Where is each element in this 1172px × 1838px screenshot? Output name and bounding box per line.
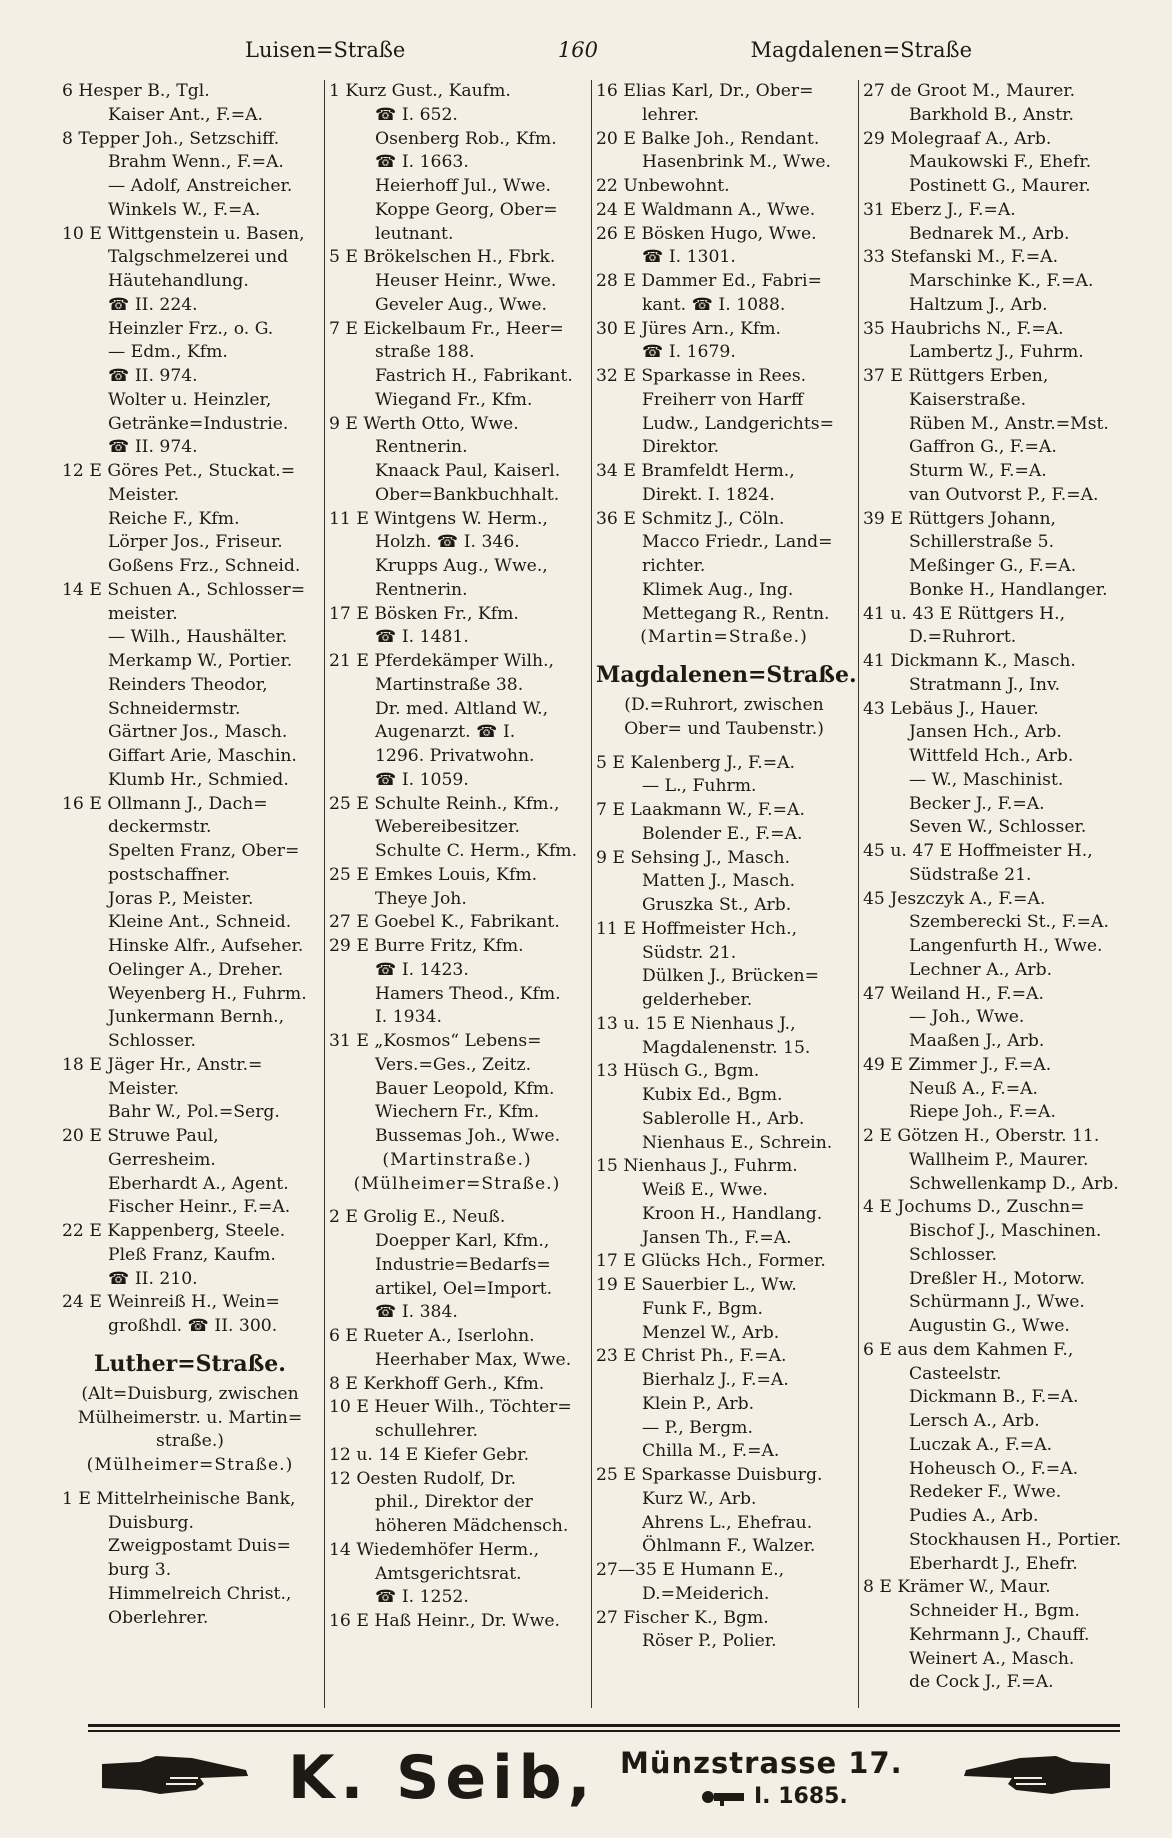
advertiser-address: Münzstrasse 17. (620, 1746, 903, 1780)
directory-entry-line: 21 E Pferdekämper Wilh., (329, 651, 554, 671)
directory-entry-line: Bauer Leopold, Kfm. (375, 1078, 555, 1099)
directory-entry-line: Theye Joh. (375, 888, 467, 909)
directory-entry-line: Bahr W., Pol.=Serg. (108, 1102, 280, 1123)
directory-entry-line: Matten J., Masch. (642, 871, 796, 892)
directory-entry-line: Stockhausen H., Portier. (909, 1529, 1122, 1550)
directory-entry-line: Bonke H., Handlanger. (909, 579, 1108, 600)
directory-entry-line: Luczak A., F.=A. (909, 1434, 1053, 1455)
directory-entry-line: — L., Fuhrm. (642, 776, 757, 797)
directory-entry-line: großhdl. ☎ II. 300. (108, 1316, 278, 1336)
directory-entry-line: leutnant. (375, 223, 454, 244)
directory-entry-line: ☎ II. 974. (108, 366, 198, 386)
directory-entry-line: Rüben M., Anstr.=Mst. (909, 413, 1109, 434)
directory-entry-line: gelderheber. (642, 990, 753, 1010)
directory-entry-line: Vers.=Ges., Zeitz. (375, 1054, 532, 1075)
directory-entry-line: Szemberecki St., F.=A. (909, 912, 1109, 933)
directory-entry-line: Heuser Heinr., Wwe. (375, 271, 557, 291)
directory-entry-line: 25 E Sparkasse Duisburg. (596, 1465, 823, 1485)
directory-entry-line: (Martin=Straße.) (640, 627, 808, 648)
column-1 (58, 80, 325, 1708)
directory-entry-line: Oberlehrer. (108, 1607, 209, 1628)
directory-entry-line: 16 Elias Karl, Dr., Ober= (596, 81, 814, 101)
directory-entry-line: kant. ☎ I. 1088. (642, 294, 786, 315)
street-heading: Magdalenen=Straße. (596, 662, 857, 688)
directory-entry-line: Schlosser. (909, 1244, 997, 1265)
directory-entry-line: Freiherr von Harff (642, 389, 804, 410)
directory-entry-line: Riepe Joh., F.=A. (909, 1102, 1056, 1123)
directory-entry-line: Ahrens L., Ehefrau. (642, 1512, 813, 1533)
directory-entry-line: 36 E Schmitz J., Cöln. (596, 508, 785, 529)
directory-entry-line: Gerresheim. (108, 1149, 216, 1170)
directory-entry-line: Schneider H., Bgm. (909, 1601, 1080, 1621)
directory-entry-line: 31 E „Kosmos“ Lebens= (329, 1031, 542, 1051)
directory-entry-line: Zweigpostamt Duis= (108, 1536, 291, 1557)
directory-entry-line: 13 u. 15 E Nienhaus J., (596, 1013, 796, 1034)
directory-entry-line: 27 E Goebel K., Fabrikant. (329, 912, 560, 933)
directory-entry-line: Schürmann J., Wwe. (909, 1292, 1085, 1313)
directory-entry-line: 5 E Kalenberg J., F.=A. (596, 752, 796, 773)
directory-entry-line: Winkels W., F.=A. (108, 199, 261, 220)
directory-entry-line: Kehrmann J., Chauff. (909, 1624, 1090, 1645)
directory-entry-line: Haltzum J., Arb. (909, 294, 1048, 315)
directory-entry-line: Meßinger G., F.=A. (909, 556, 1077, 576)
directory-entry-line: Barkhold B., Anstr. (909, 104, 1074, 125)
directory-entry-line: Meister. (108, 484, 179, 505)
directory-entry-line: Rentnerin. (375, 437, 468, 458)
directory-entry-line: 24 E Waldmann A., Wwe. (596, 199, 816, 220)
directory-entry-line: — Adolf, Anstreicher. (108, 176, 293, 196)
directory-entry-line: Augenarzt. ☎ I. (375, 722, 516, 743)
directory-entry-line: ☎ II. 974. (108, 437, 198, 458)
directory-entry-line: 39 E Rüttgers Johann, (863, 508, 1056, 529)
directory-entry-line: 23 E Christ Ph., F.=A. (596, 1346, 787, 1367)
directory-entry-line: Lambertz J., Fuhrm. (909, 342, 1084, 363)
directory-entry-line: Fischer Heinr., F.=A. (108, 1197, 291, 1218)
directory-entry-line: D.=Ruhrort. (909, 627, 1017, 648)
directory-entry-line: Heinzler Frz., o. G. (108, 318, 274, 339)
directory-entry-line: Schlosser. (108, 1031, 196, 1051)
directory-entry-line: Junkermann Bernh., (108, 1007, 285, 1028)
directory-entry-line: 31 Eberz J., F.=A. (863, 199, 1016, 220)
directory-entry-line: Stratmann J., Inv. (909, 674, 1061, 695)
directory-entry-line: Ludw., Landgerichts= (642, 413, 834, 434)
directory-entry-line: Duisburg. (108, 1512, 194, 1533)
directory-entry-line: Maukowski F., Ehefr. (909, 152, 1092, 173)
directory-entry-line: 6 E Rueter A., Iserlohn. (329, 1326, 535, 1346)
directory-entry-line: burg 3. (108, 1560, 172, 1580)
directory-entry-line: 7 E Eickelbaum Fr., Heer= (329, 318, 564, 339)
directory-entry-line: 27—35 E Humann E., (596, 1560, 785, 1580)
directory-entry-line: Giffart Arie, Maschin. (108, 746, 297, 766)
directory-entry-line: Holzh. ☎ I. 346. (375, 532, 520, 553)
directory-entry-line: Schulte C. Herm., Kfm. (375, 841, 578, 861)
pointing-hand-right-icon (100, 1750, 250, 1800)
directory-entry-line: 33 Stefanski M., F.=A. (863, 247, 1059, 268)
directory-entry-line: ☎ I. 1679. (642, 342, 736, 363)
directory-entry-line: 22 E Kappenberg, Steele. (62, 1221, 286, 1241)
directory-entry-line: 28 E Dammer Ed., Fabri= (596, 271, 822, 291)
column-2 (325, 80, 592, 1708)
directory-entry-line: Magdalenenstr. 15. (642, 1037, 811, 1058)
directory-entry-line: Becker J., F.=A. (909, 793, 1045, 814)
directory-entry-line: Postinett G., Maurer. (909, 176, 1091, 196)
directory-entry-line: 5 E Brökelschen H., Fbrk. (329, 247, 556, 268)
directory-entry-line: 13 Hüsch G., Bgm. (596, 1061, 760, 1082)
directory-entry-line: ☎ I. 1059. (375, 769, 469, 790)
directory-entry-line: 12 E Göres Pet., Stuckat.= (62, 461, 296, 481)
directory-entry-line: 34 E Bramfeldt Herm., (596, 461, 795, 481)
directory-entry-line: 22 Unbewohnt. (596, 176, 730, 196)
directory-entry-line: 14 Wiedemhöfer Herm., (329, 1539, 540, 1560)
directory-entry-line: Weyenberg H., Fuhrm. (108, 983, 307, 1004)
directory-entry-line: Sturm W., F.=A. (909, 461, 1047, 481)
directory-entry-line: — W., Maschinist. (909, 769, 1064, 790)
directory-entry-line: ☎ I. 1252. (375, 1587, 469, 1608)
directory-entry-line: Joras P., Meister. (108, 888, 254, 909)
directory-entry-line: Wiegand Fr., Kfm. (375, 389, 533, 410)
running-head (245, 32, 972, 68)
directory-entry-line: Bussemas Joh., Wwe. (375, 1126, 561, 1146)
directory-entry-line: Hinske Alfr., Aufseher. (108, 936, 304, 956)
directory-entry-line: Dr. med. Altland W., (375, 698, 549, 719)
directory-entry-line: 2 E Götzen H., Oberstr. 11. (863, 1126, 1100, 1146)
directory-entry-line: Jansen Hch., Arb. (909, 722, 1062, 743)
directory-entry-line: 27 de Groot M., Maurer. (863, 81, 1076, 101)
directory-entry-line: 11 E Wintgens W. Herm., (329, 508, 548, 529)
directory-entry-line: de Cock J., F.=A. (909, 1672, 1054, 1693)
directory-entry-line: 16 E Ollmann J., Dach= (62, 793, 268, 814)
directory-entry-line: ☎ I. 1301. (642, 247, 736, 268)
directory-entry-line: Weinert A., Masch. (909, 1648, 1075, 1669)
directory-entry-line: Lörper Jos., Friseur. (108, 532, 283, 553)
directory-entry-line: Koppe Georg, Ober= (375, 199, 558, 220)
directory-entry-line: 1296. Privatwohn. (375, 746, 535, 766)
directory-entry-line: höheren Mädchensch. (375, 1516, 569, 1536)
directory-entry-line: 25 E Emkes Louis, Kfm. (329, 864, 538, 885)
directory-entry-line: (Mülheimer=Straße.) (86, 1455, 294, 1475)
directory-entry-line: 47 Weiland H., F.=A. (863, 983, 1044, 1004)
directory-entry-line: Lechner A., Arb. (909, 959, 1053, 980)
directory-entry-line: D.=Meiderich. (642, 1583, 770, 1604)
directory-entry-line: Hoheusch O., F.=A. (909, 1458, 1079, 1479)
column-3 (592, 80, 859, 1708)
column-4 (859, 80, 1126, 1708)
street-heading: Luther=Straße. (94, 1350, 286, 1377)
advertisement-footer (100, 1740, 1112, 1818)
directory-entry-line: 6 Hesper B., Tgl. (62, 81, 210, 101)
directory-entry-line: Mülheimerstr. u. Martin= (77, 1407, 303, 1428)
directory-entry-line: Gärtner Jos., Masch. (108, 722, 288, 743)
directory-entry-line: 4 E Jochums D., Zuschn= (863, 1197, 1085, 1218)
directory-entry-line: Himmelreich Christ., (108, 1583, 292, 1604)
directory-entry-line: Maaßen J., Arb. (909, 1031, 1045, 1051)
directory-entry-line: ☎ I. 1481. (375, 627, 469, 648)
directory-entry-line: — P., Bergm. (642, 1417, 753, 1438)
directory-entry-line: 45 Jeszczyk A., F.=A. (863, 888, 1046, 909)
directory-entry-line: Kaiserstraße. (909, 389, 1027, 410)
directory-entry-line: 20 E Struwe Paul, (62, 1126, 219, 1146)
directory-entry-line: 2 E Grolig E., Neuß. (329, 1207, 506, 1228)
directory-entry-line: Jansen Th., F.=A. (642, 1227, 792, 1248)
directory-entry-line: 35 Haubrichs N., F.=A. (863, 318, 1064, 339)
directory-entry-line: 8 Tepper Joh., Setzschiff. (62, 128, 280, 149)
directory-entry-line: Öhlmann F., Walzer. (642, 1536, 816, 1557)
directory-entry-line: 32 E Sparkasse in Rees. (596, 366, 807, 386)
directory-entry-line: Krupps Aug., Wwe., (375, 556, 548, 576)
directory-entry-line: Nienhaus E., Schrein. (642, 1132, 833, 1153)
directory-entry-line: Funk F., Bgm. (642, 1298, 763, 1319)
directory-entry-line: 14 E Schuen A., Schlosser= (62, 579, 306, 600)
advertiser-name: K. Seib, (288, 1743, 597, 1813)
directory-entry-line: Oelinger A., Dreher. (108, 959, 284, 980)
directory-entry-line: 10 E Heuer Wilh., Töchter= (329, 1397, 572, 1418)
directory-entry-line: Dickmann B., F.=A. (909, 1387, 1079, 1408)
directory-entry-line: Wittfeld Hch., Arb. (909, 746, 1074, 766)
directory-entry-line: 30 E Jüres Arn., Kfm. (596, 318, 782, 339)
directory-entry-line: straße.) (155, 1431, 224, 1452)
directory-entry-line: Augustin G., Wwe. (909, 1316, 1070, 1336)
directory-entry-line: Heerhaber Max, Wwe. (375, 1349, 572, 1370)
directory-entry-line: 29 Molegraaf A., Arb. (863, 128, 1052, 149)
directory-entry-line: Meister. (108, 1078, 179, 1099)
directory-entry-line: 41 u. 43 E Rüttgers H., (863, 603, 1066, 624)
directory-entry-line: 9 E Sehsing J., Masch. (596, 847, 791, 868)
directory-entry-line: Knaack Paul, Kaiserl. (375, 461, 561, 481)
directory-entry-line: Südstraße 21. (909, 864, 1032, 885)
directory-entry-line: 20 E Balke Joh., Rendant. (596, 128, 820, 149)
directory-entry-line: Eberhardt A., Agent. (108, 1173, 289, 1194)
directory-entry-line: Direkt. I. 1824. (642, 484, 775, 505)
directory-entry-line: I. 1934. (375, 1007, 442, 1028)
directory-entry-line: Kleine Ant., Schneid. (108, 912, 292, 933)
directory-entry-line: Lersch A., Arb. (909, 1411, 1040, 1431)
directory-entry-line: Osenberg Rob., Kfm. (375, 128, 557, 149)
directory-entry-line: Macco Friedr., Land= (642, 532, 833, 553)
directory-entry-line: 26 E Bösken Hugo, Wwe. (596, 223, 817, 244)
directory-entry-line: deckermstr. (108, 817, 212, 838)
directory-entry-line: Mettegang R., Rentn. (642, 603, 830, 624)
directory-entry-line: Schneidermstr. (108, 698, 241, 719)
directory-entry-line: ☎ I. 384. (375, 1302, 458, 1323)
directory-entry-line: 17 E Bösken Fr., Kfm. (329, 603, 519, 624)
directory-entry-line: 41 Dickmann K., Masch. (863, 651, 1076, 671)
directory-entry-line: 12 Oesten Rudolf, Dr. (329, 1468, 517, 1489)
directory-entry-line: Talgschmelzerei und (108, 247, 289, 268)
directory-entry-line: Kurz W., Arb. (642, 1488, 757, 1509)
directory-entry-line: 29 E Burre Fritz, Kfm. (329, 936, 524, 956)
directory-entry-line: (D.=Ruhrort, zwischen (624, 695, 824, 715)
directory-entry-line: Bischof J., Maschinen. (909, 1221, 1102, 1241)
directory-entry-line: 16 E Haß Heinr., Dr. Wwe. (329, 1611, 561, 1631)
directory-entry-line: Kroon H., Handlang. (642, 1203, 823, 1224)
directory-entry-line: Schillerstraße 5. (909, 532, 1055, 553)
directory-entry-line: schullehrer. (375, 1421, 478, 1441)
directory-entry-line: (Alt=Duisburg, zwischen (81, 1383, 299, 1404)
directory-entry-line: Merkamp W., Portier. (108, 651, 293, 671)
directory-entry-line: Spelten Franz, Ober= (108, 841, 300, 861)
directory-entry-line: Südstr. 21. (642, 942, 737, 963)
directory-entry-line: van Outvorst P., F.=A. (909, 484, 1099, 505)
advertiser-phone (700, 1784, 848, 1809)
directory-entry-line: (Mülheimer=Straße.) (353, 1173, 561, 1194)
directory-entry-line: Schwellenkamp D., Arb. (909, 1173, 1119, 1194)
directory-entry-line: straße 188. (375, 342, 475, 363)
directory-entry-line: Röser P., Polier. (642, 1631, 777, 1652)
directory-entry-line: Seven W., Schlosser. (909, 817, 1087, 838)
directory-entry-line: Klumb Hr., Schmied. (108, 769, 289, 790)
directory-entry-line: Kubix Ed., Bgm. (642, 1085, 783, 1105)
directory-entry-line: Direktor. (642, 437, 720, 458)
directory-entry-line: Eberhardt J., Ehefr. (909, 1553, 1078, 1574)
directory-entry-line: ☎ I. 652. (375, 104, 458, 125)
directory-entry-line: ☎ II. 224. (108, 294, 198, 315)
directory-entry-line: Pudies A., Arb. (909, 1506, 1039, 1526)
directory-entry-line: 6 E aus dem Kahmen F., (863, 1339, 1074, 1360)
footer-rule (88, 1724, 1120, 1727)
directory-entry-line: 1 E Mittelrheinische Bank, (62, 1488, 296, 1509)
directory-entry-line: Fastrich H., Fabrikant. (375, 366, 573, 386)
footer-rule-thin (88, 1730, 1120, 1732)
directory-entry-line: Amtsgerichtsrat. (375, 1563, 522, 1584)
directory-entry-line: 37 E Rüttgers Erben, (863, 366, 1049, 386)
directory-entry-line: phil., Direktor der (375, 1492, 533, 1513)
directory-entry-line: postschaffner. (108, 864, 231, 885)
directory-entry-line: 1 Kurz Gust., Kaufm. (329, 81, 511, 101)
directory-entry-line: 8 E Kerkhoff Gerh., Kfm. (329, 1373, 545, 1394)
directory-entry-line: ☎ I. 1663. (375, 152, 469, 173)
directory-entry-line: — Joh., Wwe. (909, 1007, 1025, 1028)
pointing-hand-left-icon (962, 1750, 1112, 1800)
directory-entry-line: meister. (108, 603, 178, 624)
directory-entry-line: 27 Fischer K., Bgm. (596, 1607, 769, 1628)
directory-entry-line: 15 Nienhaus J., Fuhrm. (596, 1156, 798, 1177)
directory-entry-line: Bolender E., F.=A. (642, 823, 803, 844)
directory-entry-line: Industrie=Bedarfs= (375, 1254, 551, 1275)
directory-entry-line: Hamers Theod., Kfm. (375, 983, 561, 1004)
directory-entry-line: 10 E Wittgenstein u. Basen, (62, 223, 305, 244)
directory-entry-line: artikel, Oel=Import. (375, 1278, 553, 1299)
directory-entry-line: 45 u. 47 E Hoffmeister H., (863, 841, 1093, 861)
directory-entry-line: Geveler Aug., Wwe. (375, 294, 548, 315)
page-number: 160 (557, 38, 598, 62)
directory-entry-line: 43 Lebäus J., Hauer. (863, 698, 1039, 719)
directory-entry-line: Kaiser Ant., F.=A. (108, 104, 264, 125)
directory-entry-line: richter. (642, 556, 706, 576)
directory-entry-line: Langenfurth H., Wwe. (909, 936, 1103, 956)
directory-entry-line: Bierhalz J., F.=A. (642, 1370, 789, 1390)
directory-entry-line: ☎ II. 210. (108, 1268, 198, 1289)
header-right-street: Magdalenen=Straße (750, 38, 972, 62)
directory-entry-line: Menzel W., Arb. (642, 1322, 780, 1343)
directory-entry-line: 49 E Zimmer J., F.=A. (863, 1054, 1052, 1075)
directory-entry-line: 17 E Glücks Hch., Former. (596, 1251, 826, 1272)
directory-entry-line: Klein P., Arb. (642, 1393, 755, 1414)
directory-entry-line: 25 E Schulte Reinh., Kfm., (329, 793, 560, 814)
directory-columns (58, 80, 1128, 1708)
directory-entry-line: Wiechern Fr., Kfm. (375, 1102, 540, 1123)
directory-entry-line: Hasenbrink M., Wwe. (642, 152, 831, 173)
directory-entry-line: Gruszka St., Arb. (642, 895, 792, 915)
directory-entry-line: Marschinke K., F.=A. (909, 271, 1094, 291)
header-left-street: Luisen=Straße (245, 38, 406, 62)
directory-entry-line: — Wilh., Haushälter. (108, 627, 288, 648)
directory-entry-line: Brahm Wenn., F.=A. (108, 152, 284, 173)
directory-entry-line: Bednarek M., Arb. (909, 223, 1070, 244)
directory-entry-line: 7 E Laakmann W., F.=A. (596, 800, 805, 820)
directory-entry-line: Neuß A., F.=A. (909, 1078, 1039, 1099)
directory-entry-line: Casteelstr. (909, 1363, 1002, 1384)
directory-entry-line: Dreßler H., Motorw. (909, 1268, 1085, 1289)
directory-entry-line: lehrer. (642, 104, 699, 125)
advertiser-phone-number: I. 1685. (754, 1784, 848, 1809)
directory-entry-line: Ober=Bankbuchhalt. (375, 484, 560, 505)
directory-entry-line: Gaffron G., F.=A. (909, 437, 1057, 458)
directory-entry-line: Goßens Frz., Schneid. (108, 556, 301, 576)
directory-entry-line: 18 E Jäger Hr., Anstr.= (62, 1054, 263, 1075)
directory-entry-line: Getränke=Industrie. (108, 413, 289, 434)
directory-entry-line: Sablerolle H., Arb. (642, 1108, 805, 1129)
directory-entry-line: Reinders Theodor, (108, 674, 268, 695)
directory-entry-line: Dülken J., Brücken= (642, 966, 820, 987)
directory-entry-line: 9 E Werth Otto, Wwe. (329, 413, 519, 434)
directory-entry-line: Webereibesitzer. (375, 817, 520, 838)
directory-entry-line: Chilla M., F.=A. (642, 1441, 780, 1462)
directory-entry-line: 12 u. 14 E Kiefer Gebr. (329, 1444, 530, 1465)
directory-entry-line: — Edm., Kfm. (108, 342, 228, 363)
directory-entry-line: Weiß E., Wwe. (642, 1180, 768, 1200)
directory-entry-line: Doepper Karl, Kfm., (375, 1231, 550, 1251)
directory-entry-line: Pleß Franz, Kaufm. (108, 1244, 276, 1265)
directory-entry-line: (Martinstraße.) (382, 1149, 532, 1170)
telephone-icon (700, 1788, 746, 1806)
directory-entry-line: 19 E Sauerbier L., Ww. (596, 1275, 797, 1295)
directory-entry-line: Ober= und Taubenstr.) (624, 718, 824, 739)
directory-entry-line: Wolter u. Heinzler, (108, 389, 272, 410)
directory-entry-line: Redeker F., Wwe. (909, 1482, 1062, 1503)
directory-entry-line: Häutehandlung. (108, 271, 249, 291)
directory-entry-line: Rentnerin. (375, 579, 468, 600)
directory-entry-line: Reiche F., Kfm. (108, 508, 240, 529)
directory-entry-line: Klimek Aug., Ing. (642, 579, 794, 600)
directory-entry-line: Martinstraße 38. (375, 674, 524, 695)
directory-entry-line: Wallheim P., Maurer. (909, 1149, 1089, 1170)
directory-entry-line: 8 E Krämer W., Maur. (863, 1577, 1051, 1598)
directory-entry-line: Heierhoff Jul., Wwe. (375, 176, 551, 196)
directory-entry-line: ☎ I. 1423. (375, 959, 469, 980)
directory-entry-line: 11 E Hoffmeister Hch., (596, 918, 798, 939)
directory-entry-line: 24 E Weinreiß H., Wein= (62, 1292, 280, 1313)
